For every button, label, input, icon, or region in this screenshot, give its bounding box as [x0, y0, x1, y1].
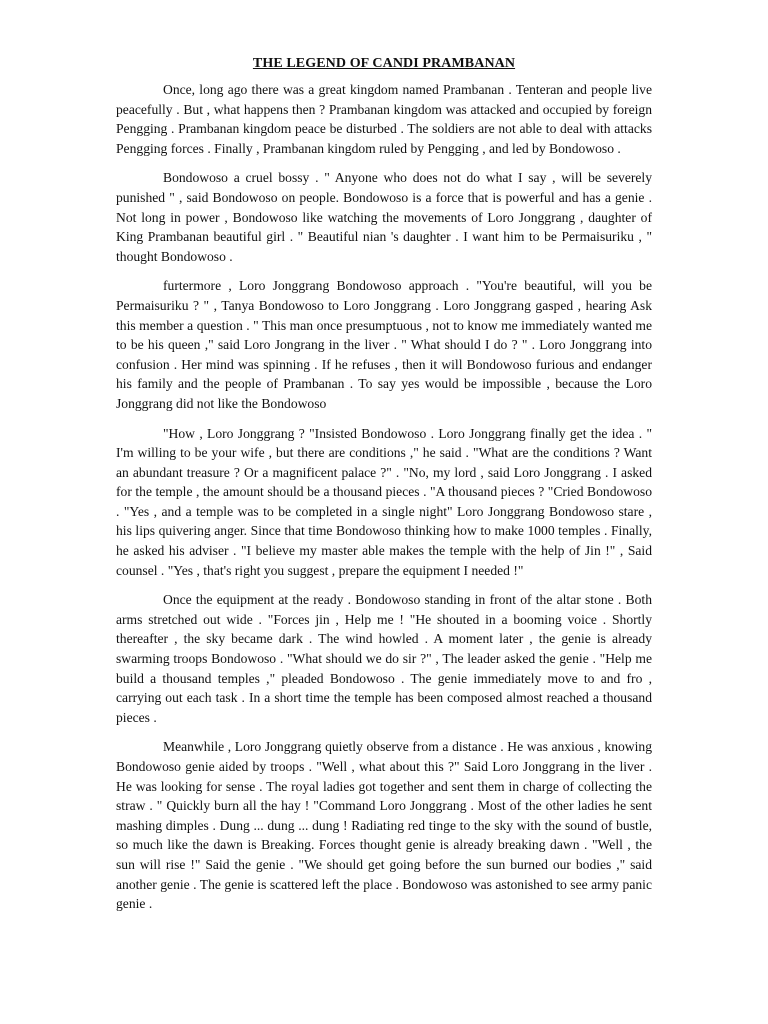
paragraph-1: Once, long ago there was a great kingdom named Prambanan . Tenteran and people live peacefully . But , what happens then ? Prambanan kingdom was attacked and occupied by foreign Pengging . Prambanan kingdom peace be disturbed . The soldiers are not able to deal with attacks Pengging forces . Finally , Prambanan kingdom ruled by Pengging , and led by Bondowoso .	[116, 82, 652, 156]
document-body	[116, 80, 652, 924]
paragraph-5: Once the equipment at the ready . Bondowoso standing in front of the altar stone . Both arms stretched out wide . "Forces jin , Help me ! "He shouted in a booming voice . Shortly thereafter , the sky became dark . The wind howled . A moment later , the genie is already swarming troops Bondowoso . "What should we do sir ?" , The leader asked the genie . "Help me build a thousand temples ," pleaded Bondowoso . The genie immediately move to and fro , carrying out each task . In a short time the temple has been composed almost reached a thousand pieces .	[116, 592, 652, 725]
document-title: THE LEGEND OF CANDI PRAMBANAN	[252, 56, 516, 71]
paragraph-3: furtermore , Loro Jonggrang Bondowoso approach . "You're beautiful, will you be Permaisuriku ? " , Tanya Bondowoso to Loro Jonggrang . Loro Jonggrang gasped , hearing Ask this member a question . " This man once presumptuous , not to know me immediately wanted me to be his queen ," said Loro Jongrang in the liver . " What should I do ? " . Loro Jonggrang into confusion . Her mind was spinning . If he refuses , then it will Bondowoso furious and endanger his family and the people of Prambanan . To say yes would be impossible , because the Loro Jonggrang did not like the Bondowoso	[116, 278, 652, 411]
paragraph-4: "How , Loro Jonggrang ? "Insisted Bondowoso . Loro Jonggrang finally get the idea . " I'm willing to be your wife , but there are conditions ," he said . "What are the conditions ? Want an abundant treasure ? Or a magnificent palace ?" . "No, my lord , said Loro Jonggrang . I asked for the temple , the amount should be a thousand pieces . "A thousand pieces ? "Cried Bondowoso . "Yes , and a temple was to be completed in a single night" Loro Jonggrang Bondowoso stare , his lips quivering anger. Since that time Bondowoso thinking how to make 1000 temples . Finally, he asked his adviser . "I believe my master able makes the temple with the help of Jin !" , Said counsel . "Yes , that's right you suggest , prepare the equipment I needed !"	[116, 425, 652, 578]
paragraph-6: Meanwhile , Loro Jonggrang quietly observe from a distance . He was anxious , knowing Bondowoso genie aided by troops . "Well , what about this ?" Said Loro Jonggrang in the liver . He was looking for sense . The royal ladies got together and sent them in charge of collecting the straw . " Quickly burn all the hay ! "Command Loro Jonggrang . Most of the other ladies he sent mashing dimples . Dung ... dung ... dung ! Radiating red tinge to the sky with the sound of bustle, so much like the dawn is Breaking. Forces thought genie is already breaking dawn . "Well , the sun will rise !" Said the genie . "We should get going before the sun burned our bodies ," said another genie . The genie is scattered left the place . Bondowoso was astonished to see army panic genie .	[116, 739, 652, 912]
paragraph-2: Bondowoso a cruel bossy . " Anyone who does not do what I say , will be severely punished " , said Bondowoso on people. Bondowoso is a force that is powerful and has a genie . Not long in power , Bondowoso like watching the movements of Loro Jonggrang , daughter of King Prambanan beautiful girl . " Beautiful nian 's daughter . I want him to be Permaisuriku , " thought Bondowoso .	[116, 170, 652, 264]
